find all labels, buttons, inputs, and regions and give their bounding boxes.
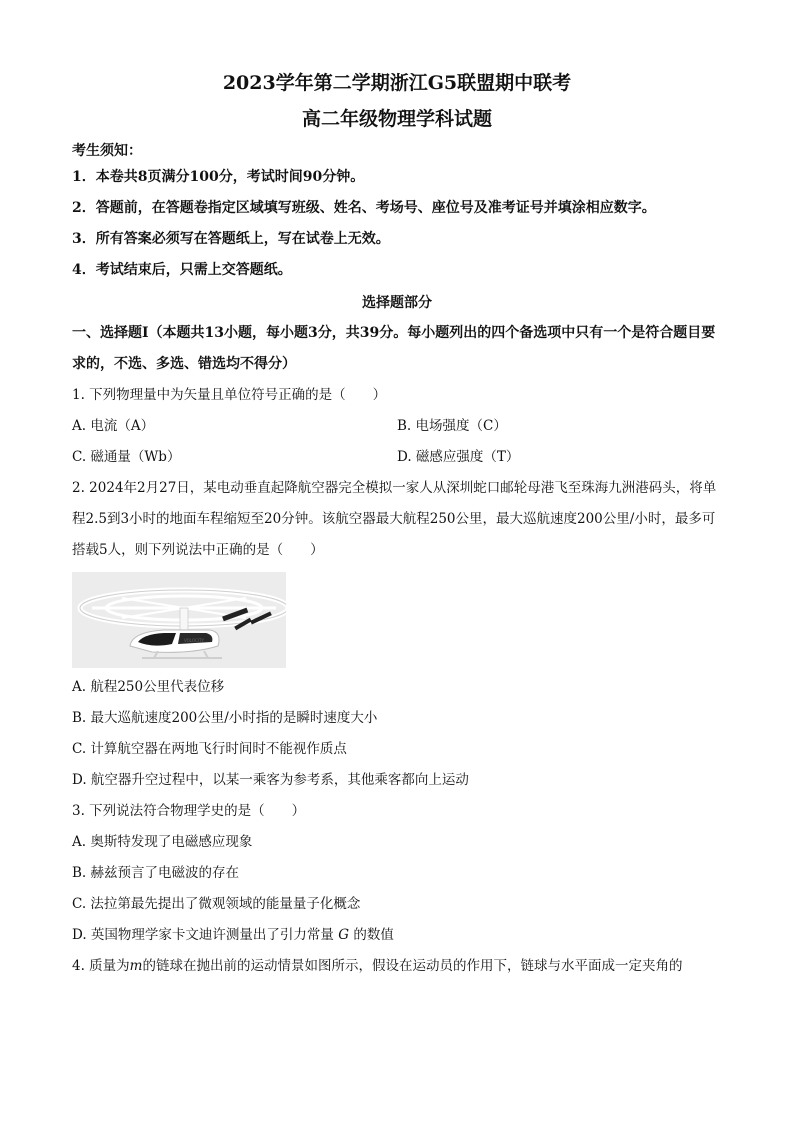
notice-item-2: 2．答题前，在答题卷指定区域填写班级、姓名、考场号、座位号及准考证号并填涂相应数字。	[72, 200, 656, 216]
question-3-option-d-suffix: 的数值	[353, 927, 394, 943]
exam-page	[72, 68, 722, 982]
section-title: 选择题部分	[362, 295, 432, 311]
question-1-option-d: D. 磁感应强度（T）	[397, 449, 520, 465]
question-1-options-row-1	[72, 411, 722, 442]
notice-item-1: 1．本卷共8页满分100分，考试时间90分钟。	[72, 169, 365, 185]
mass-symbol: m	[129, 958, 143, 974]
evtol-aircraft-image	[72, 572, 286, 668]
question-3-stem: 3. 下列说法符合物理学史的是（ ）	[72, 803, 306, 819]
exam-title: 2023学年第二学期浙江G5联盟期中联考	[222, 72, 572, 94]
question-1-option-b: B. 电场强度（C）	[397, 418, 507, 434]
aircraft-brand-label: VOLOCITY	[184, 638, 204, 643]
part-heading: 一、选择题Ⅰ（本题共13小题，每小题3分，共39分。每小题列出的四个备选项中只有一个是符合题目要求的，不选、多选、错选均不得分）	[72, 325, 716, 372]
question-4-stem	[72, 951, 722, 982]
question-2-option-a: A. 航程250公里代表位移	[72, 679, 225, 695]
question-1-options-row-2	[72, 442, 722, 473]
question-4-stem-post: 的链球在抛出前的运动情景如图所示，假设在运动员的作用下，链球与水平面成一定夹角的	[142, 958, 683, 974]
question-3-option-c: C. 法拉第最先提出了微观领域的能量量子化概念	[72, 896, 361, 912]
question-1-stem: 1. 下列物理量中为矢量且单位符号正确的是（ ）	[72, 387, 387, 403]
question-3-option-d-text: D. 英国物理学家卡文迪许测量出了引力常量	[72, 927, 334, 943]
question-1-option-a: A. 电流（A）	[72, 418, 155, 434]
question-3-option-a: A. 奥斯特发现了电磁感应现象	[72, 834, 253, 850]
evtol-illustration	[72, 572, 286, 668]
question-2-option-d: D. 航空器升空过程中，以某一乘客为参考系，其他乘客都向上运动	[72, 772, 469, 788]
gravitational-constant-symbol: G	[338, 927, 350, 943]
question-2-stem: 2. 2024年2月27日，某电动垂直起降航空器完全模拟一家人从深圳蛇口邮轮母港飞至珠海九洲港码头，将单程2.5到3小时的地面车程缩短至20分钟。该航空器最大航程250公里，最大巡航速度200公里/小时，最多可搭载5人，则下列说法中正确的是（ ）	[72, 480, 717, 558]
question-2-option-b: B. 最大巡航速度200公里/小时指的是瞬时速度大小	[72, 710, 378, 726]
question-1-option-c: C. 磁通量（Wb）	[72, 449, 181, 465]
question-3-option-b: B. 赫兹预言了电磁波的存在	[72, 865, 240, 881]
question-3-option-d	[72, 920, 722, 951]
question-2-option-c: C. 计算航空器在两地飞行时间时不能视作质点	[72, 741, 347, 757]
notice-heading: 考生须知：	[72, 143, 142, 159]
notice-item-3: 3．所有答案必须写在答题纸上，写在试卷上无效。	[72, 231, 390, 247]
question-4-stem-pre: 4. 质量为	[72, 958, 130, 974]
exam-subtitle: 高二年级物理学科试题	[301, 108, 492, 130]
notice-item-4: 4．考试结束后，只需上交答题纸。	[72, 262, 292, 278]
